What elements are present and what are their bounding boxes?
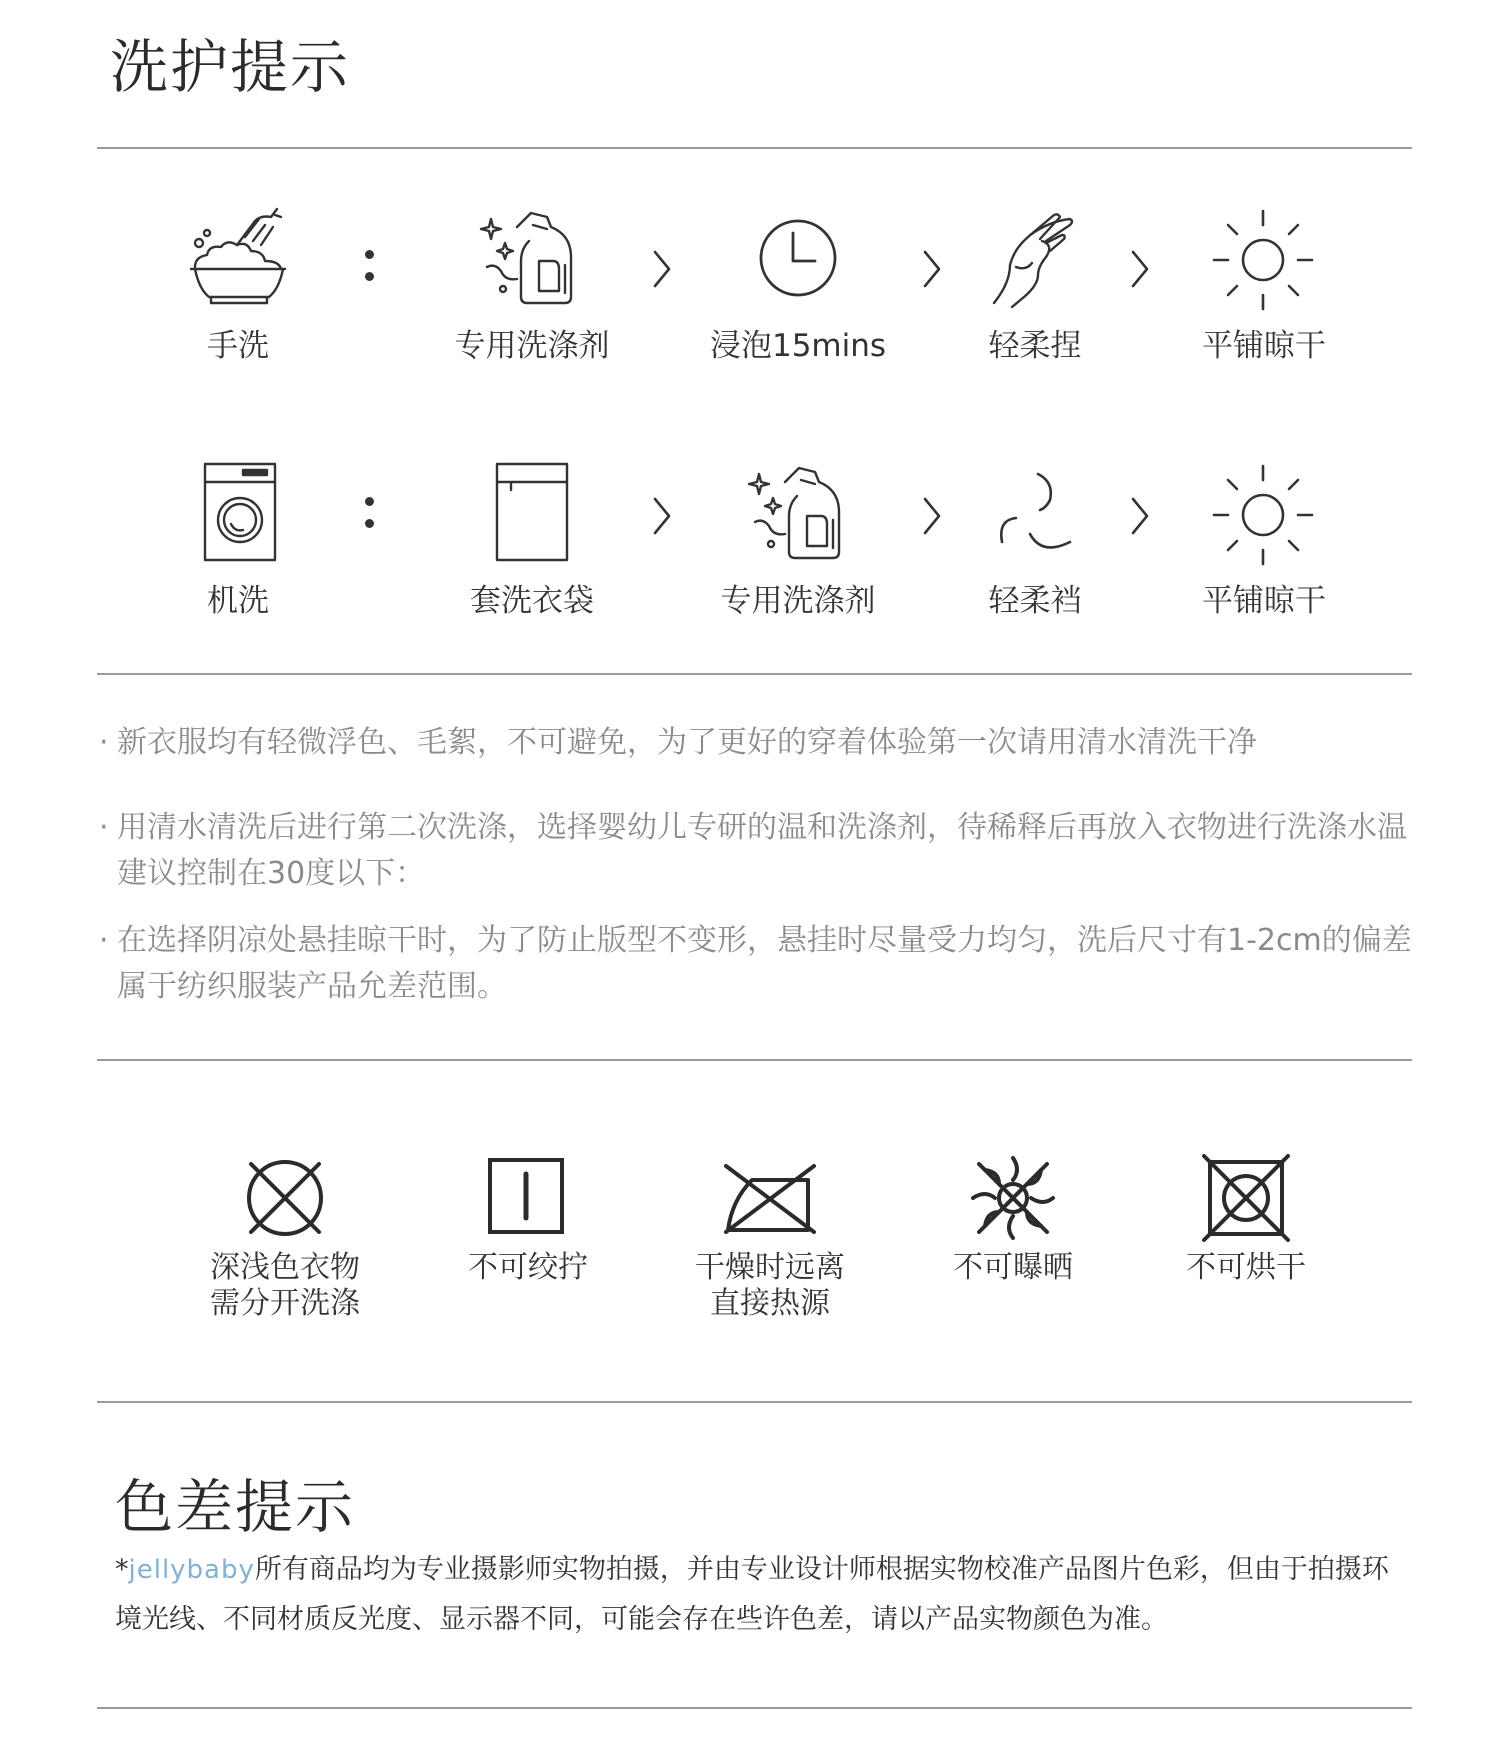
divider xyxy=(97,147,1412,149)
brand-logo: jellybaby xyxy=(128,1555,255,1585)
chevron-right-icon xyxy=(917,244,947,294)
note-item xyxy=(99,720,1413,766)
chevron-right-icon xyxy=(1125,244,1155,294)
separate-colors-icon xyxy=(237,1150,333,1246)
care-label xyxy=(893,1250,1133,1286)
care-label-line: 不可曝晒 xyxy=(953,1250,1073,1285)
bullet: · xyxy=(99,810,109,845)
care-label-line: 不可绞拧 xyxy=(468,1250,588,1285)
sun-icon xyxy=(1208,460,1318,570)
colon-separator xyxy=(361,244,381,284)
colon-separator xyxy=(361,491,381,531)
care-label xyxy=(165,1250,405,1322)
chevron-right-icon xyxy=(647,491,677,541)
step-label: 专用洗涤剂 xyxy=(454,328,610,364)
detergent-bottle-icon xyxy=(745,460,855,570)
step-label: 套洗衣袋 xyxy=(470,583,594,619)
machine-wash-row xyxy=(0,455,1500,655)
bullet: · xyxy=(99,725,109,760)
laundry-bag-icon xyxy=(477,460,587,570)
washing-machine-icon xyxy=(185,460,295,570)
sun-icon xyxy=(1208,205,1318,315)
care-symbols xyxy=(0,1145,1500,1345)
no-iron-heat-icon xyxy=(722,1150,818,1246)
note-text: 在选择阴凉处悬挂晾干时，为了防止版型不变形，悬挂时尽量受力均匀，洗后尺寸有1-2cm的偏差属于纺织服装产品允差范围。 xyxy=(117,923,1412,1004)
no-wring-icon xyxy=(480,1150,576,1246)
note-item xyxy=(99,805,1413,897)
hand-wash-basin-icon xyxy=(185,205,295,315)
step-label: 平铺晾干 xyxy=(1202,583,1326,619)
care-label xyxy=(650,1250,890,1322)
divider xyxy=(97,1401,1412,1403)
note-text: 新衣服均有轻微浮色、毛絮，不可避免，为了更好的穿着体验第一次请用清水清洗干净 xyxy=(117,725,1257,760)
chevron-right-icon xyxy=(1125,491,1155,541)
bullet: · xyxy=(99,923,109,958)
step-label: 专用洗涤剂 xyxy=(720,583,876,619)
care-label xyxy=(408,1250,648,1286)
care-label-line: 直接热源 xyxy=(710,1286,830,1321)
divider xyxy=(97,1059,1412,1061)
step-label: 手洗 xyxy=(207,328,269,364)
clock-icon xyxy=(745,205,855,315)
care-label xyxy=(1126,1250,1366,1286)
divider xyxy=(97,673,1412,675)
no-sun-exposure-icon xyxy=(965,1150,1061,1246)
note-item xyxy=(99,918,1413,1010)
gentle-hand-icon xyxy=(980,205,1090,315)
care-title: 洗护提示 xyxy=(110,33,351,101)
care-label-line: 需分开洗涤 xyxy=(210,1286,360,1321)
care-label-line: 不可烘干 xyxy=(1186,1250,1306,1285)
hand-wash-row xyxy=(0,200,1500,400)
color-note-text: 所有商品均为专业摄影师实物拍摄，并由专业设计师根据实物校准产品图片色彩，但由于拍摄环境光线、不同材质反光度、显示器不同，可能会存在些许色差，请以产品实物颜色为准。 xyxy=(115,1554,1389,1635)
step-label: 机洗 xyxy=(207,583,269,619)
color-title: 色差提示 xyxy=(115,1473,356,1541)
divider xyxy=(97,1707,1412,1709)
chevron-right-icon xyxy=(647,244,677,294)
note-text: 用清水清洗后进行第二次洗涤，选择婴幼儿专研的温和洗涤剂，待稀释后再放入衣物进行洗涤水温建议控制在30度以下： xyxy=(117,810,1407,891)
asterisk: * xyxy=(115,1554,129,1585)
color-note xyxy=(115,1545,1415,1645)
care-label-line: 干燥时远离 xyxy=(695,1250,845,1285)
detergent-bottle-icon xyxy=(477,205,587,315)
step-label: 轻柔裆 xyxy=(988,583,1082,619)
care-label-line: 深浅色衣物 xyxy=(210,1250,360,1285)
gentle-spin-icon xyxy=(980,460,1090,570)
step-label: 轻柔捏 xyxy=(988,328,1082,364)
step-label: 平铺晾干 xyxy=(1202,328,1326,364)
chevron-right-icon xyxy=(917,491,947,541)
no-tumble-dry-icon xyxy=(1198,1150,1294,1246)
step-label: 浸泡15mins xyxy=(709,328,887,364)
